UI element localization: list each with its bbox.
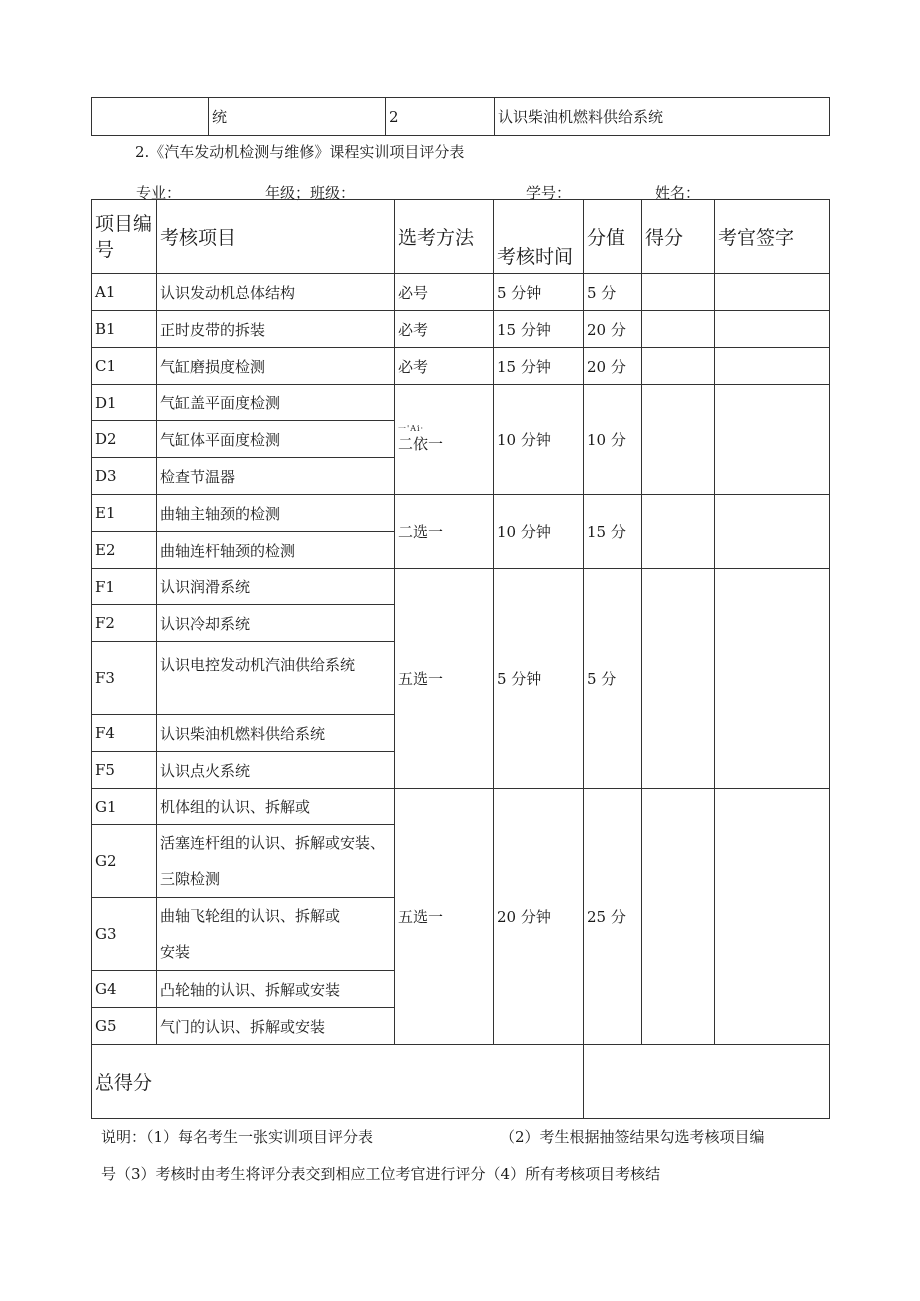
row-item bbox=[157, 898, 395, 971]
row-code: D2 bbox=[92, 421, 157, 458]
row-item: 认识柴油机燃料供给系统 bbox=[157, 715, 395, 752]
row-code: E2 bbox=[92, 532, 157, 569]
got-G[interactable] bbox=[642, 789, 715, 1045]
notes-line1-right: （2）考生根据抽签结果勾选考核项目编 bbox=[500, 1128, 765, 1146]
time-E: 10 分钟 bbox=[494, 495, 584, 569]
row-code: A1 bbox=[92, 274, 157, 311]
got-E[interactable] bbox=[642, 495, 715, 569]
score-B: 20 分 bbox=[584, 311, 642, 348]
got-A[interactable] bbox=[642, 274, 715, 311]
top-cell-2: 统 bbox=[209, 98, 386, 136]
row-item: 正时皮带的拆装 bbox=[157, 311, 395, 348]
top-cell-4: 认识柴油机燃料供给系统 bbox=[495, 98, 830, 136]
info-major: 专业： bbox=[136, 184, 182, 202]
row-code: F5 bbox=[92, 752, 157, 789]
row-code: F3 bbox=[92, 642, 157, 715]
header-sign: 考官签字 bbox=[715, 200, 830, 274]
row-code: E1 bbox=[92, 495, 157, 532]
row-item: 气缸盖平面度检测 bbox=[157, 385, 395, 421]
row-item: 认识电控发动机汽油供给系统 bbox=[157, 642, 395, 715]
row-code: G4 bbox=[92, 971, 157, 1008]
row-item-line1: 活塞连杆组的认识、拆解或安装、 bbox=[160, 834, 386, 852]
method-D-small: 一'Ai· bbox=[398, 424, 425, 433]
row-code: G1 bbox=[92, 789, 157, 825]
method-F: 五选一 bbox=[395, 569, 494, 789]
info-name: 姓名： bbox=[655, 184, 701, 202]
method-C: 必考 bbox=[395, 348, 494, 385]
sign-G[interactable] bbox=[715, 789, 830, 1045]
got-B[interactable] bbox=[642, 311, 715, 348]
score-E: 15 分 bbox=[584, 495, 642, 569]
sign-F[interactable] bbox=[715, 569, 830, 789]
section-title: 2.《汽车发动机检测与维修》课程实训项目评分表 bbox=[135, 143, 465, 161]
row-item: 气缸磨损度检测 bbox=[157, 348, 395, 385]
row-item: 检查节温器 bbox=[157, 458, 395, 495]
header-time: 考核时间 bbox=[494, 200, 584, 274]
notes-line1-left: 说明：（1）每名考生一张实训项目评分表 bbox=[101, 1128, 374, 1146]
row-code: G3 bbox=[92, 898, 157, 971]
score-G: 25 分 bbox=[584, 789, 642, 1045]
got-C[interactable] bbox=[642, 348, 715, 385]
row-code: F2 bbox=[92, 605, 157, 642]
score-A: 5 分 bbox=[584, 274, 642, 311]
time-C: 15 分钟 bbox=[494, 348, 584, 385]
info-student-id: 学号： bbox=[526, 184, 572, 202]
info-grade-class: 年级；班级： bbox=[265, 184, 356, 202]
row-item-line2: 三隙检测 bbox=[160, 870, 221, 888]
row-item bbox=[157, 825, 395, 898]
sign-D[interactable] bbox=[715, 385, 830, 495]
row-code: B1 bbox=[92, 311, 157, 348]
row-item-line1: 曲轴飞轮组的认识、拆解或 bbox=[160, 907, 341, 925]
score-F: 5 分 bbox=[584, 569, 642, 789]
time-G: 20 分钟 bbox=[494, 789, 584, 1045]
method-D bbox=[395, 385, 494, 495]
header-method: 选考方法 bbox=[395, 200, 494, 274]
row-item-line2: 安装 bbox=[160, 943, 191, 961]
row-item: 认识发动机总体结构 bbox=[157, 274, 395, 311]
header-item: 考核项目 bbox=[157, 200, 395, 274]
notes-line2: 号（3）考核时由考生将评分表交到相应工位考官进行评分（4）所有考核项目考核结 bbox=[101, 1165, 661, 1183]
method-A: 必号 bbox=[395, 274, 494, 311]
row-item: 曲轴主轴颈的检测 bbox=[157, 495, 395, 532]
time-B: 15 分钟 bbox=[494, 311, 584, 348]
row-code: F4 bbox=[92, 715, 157, 752]
row-item: 机体组的认识、拆解或 bbox=[157, 789, 395, 825]
row-item: 曲轴连杆轴颈的检测 bbox=[157, 532, 395, 569]
method-D-label: 二依一 bbox=[398, 435, 444, 453]
method-G: 五选一 bbox=[395, 789, 494, 1045]
row-code: C1 bbox=[92, 348, 157, 385]
got-D[interactable] bbox=[642, 385, 715, 495]
sign-C[interactable] bbox=[715, 348, 830, 385]
header-got: 得分 bbox=[642, 200, 715, 274]
top-cell-empty bbox=[92, 98, 209, 136]
row-item: 气缸体平面度检测 bbox=[157, 421, 395, 458]
method-E: 二选一 bbox=[395, 495, 494, 569]
time-F: 5 分钟 bbox=[494, 569, 584, 789]
top-cell-3: 2 bbox=[386, 98, 495, 136]
score-C: 20 分 bbox=[584, 348, 642, 385]
time-D: 10 分钟 bbox=[494, 385, 584, 495]
total-value[interactable] bbox=[584, 1045, 830, 1119]
row-code: G2 bbox=[92, 825, 157, 898]
score-D: 10 分 bbox=[584, 385, 642, 495]
row-code: G5 bbox=[92, 1008, 157, 1045]
row-item: 认识冷却系统 bbox=[157, 605, 395, 642]
sign-B[interactable] bbox=[715, 311, 830, 348]
row-item: 凸轮轴的认识、拆解或安装 bbox=[157, 971, 395, 1008]
row-code: D1 bbox=[92, 385, 157, 421]
score-table bbox=[91, 199, 830, 1119]
header-code: 项目编号 bbox=[92, 200, 157, 274]
sign-A[interactable] bbox=[715, 274, 830, 311]
total-label: 总得分 bbox=[92, 1045, 584, 1119]
row-item: 气门的认识、拆解或安装 bbox=[157, 1008, 395, 1045]
top-table bbox=[91, 97, 830, 136]
row-item: 认识点火系统 bbox=[157, 752, 395, 789]
row-item: 认识润滑系统 bbox=[157, 569, 395, 605]
got-F[interactable] bbox=[642, 569, 715, 789]
method-B: 必考 bbox=[395, 311, 494, 348]
time-A: 5 分钟 bbox=[494, 274, 584, 311]
sign-E[interactable] bbox=[715, 495, 830, 569]
row-code: D3 bbox=[92, 458, 157, 495]
header-score: 分值 bbox=[584, 200, 642, 274]
row-code: F1 bbox=[92, 569, 157, 605]
